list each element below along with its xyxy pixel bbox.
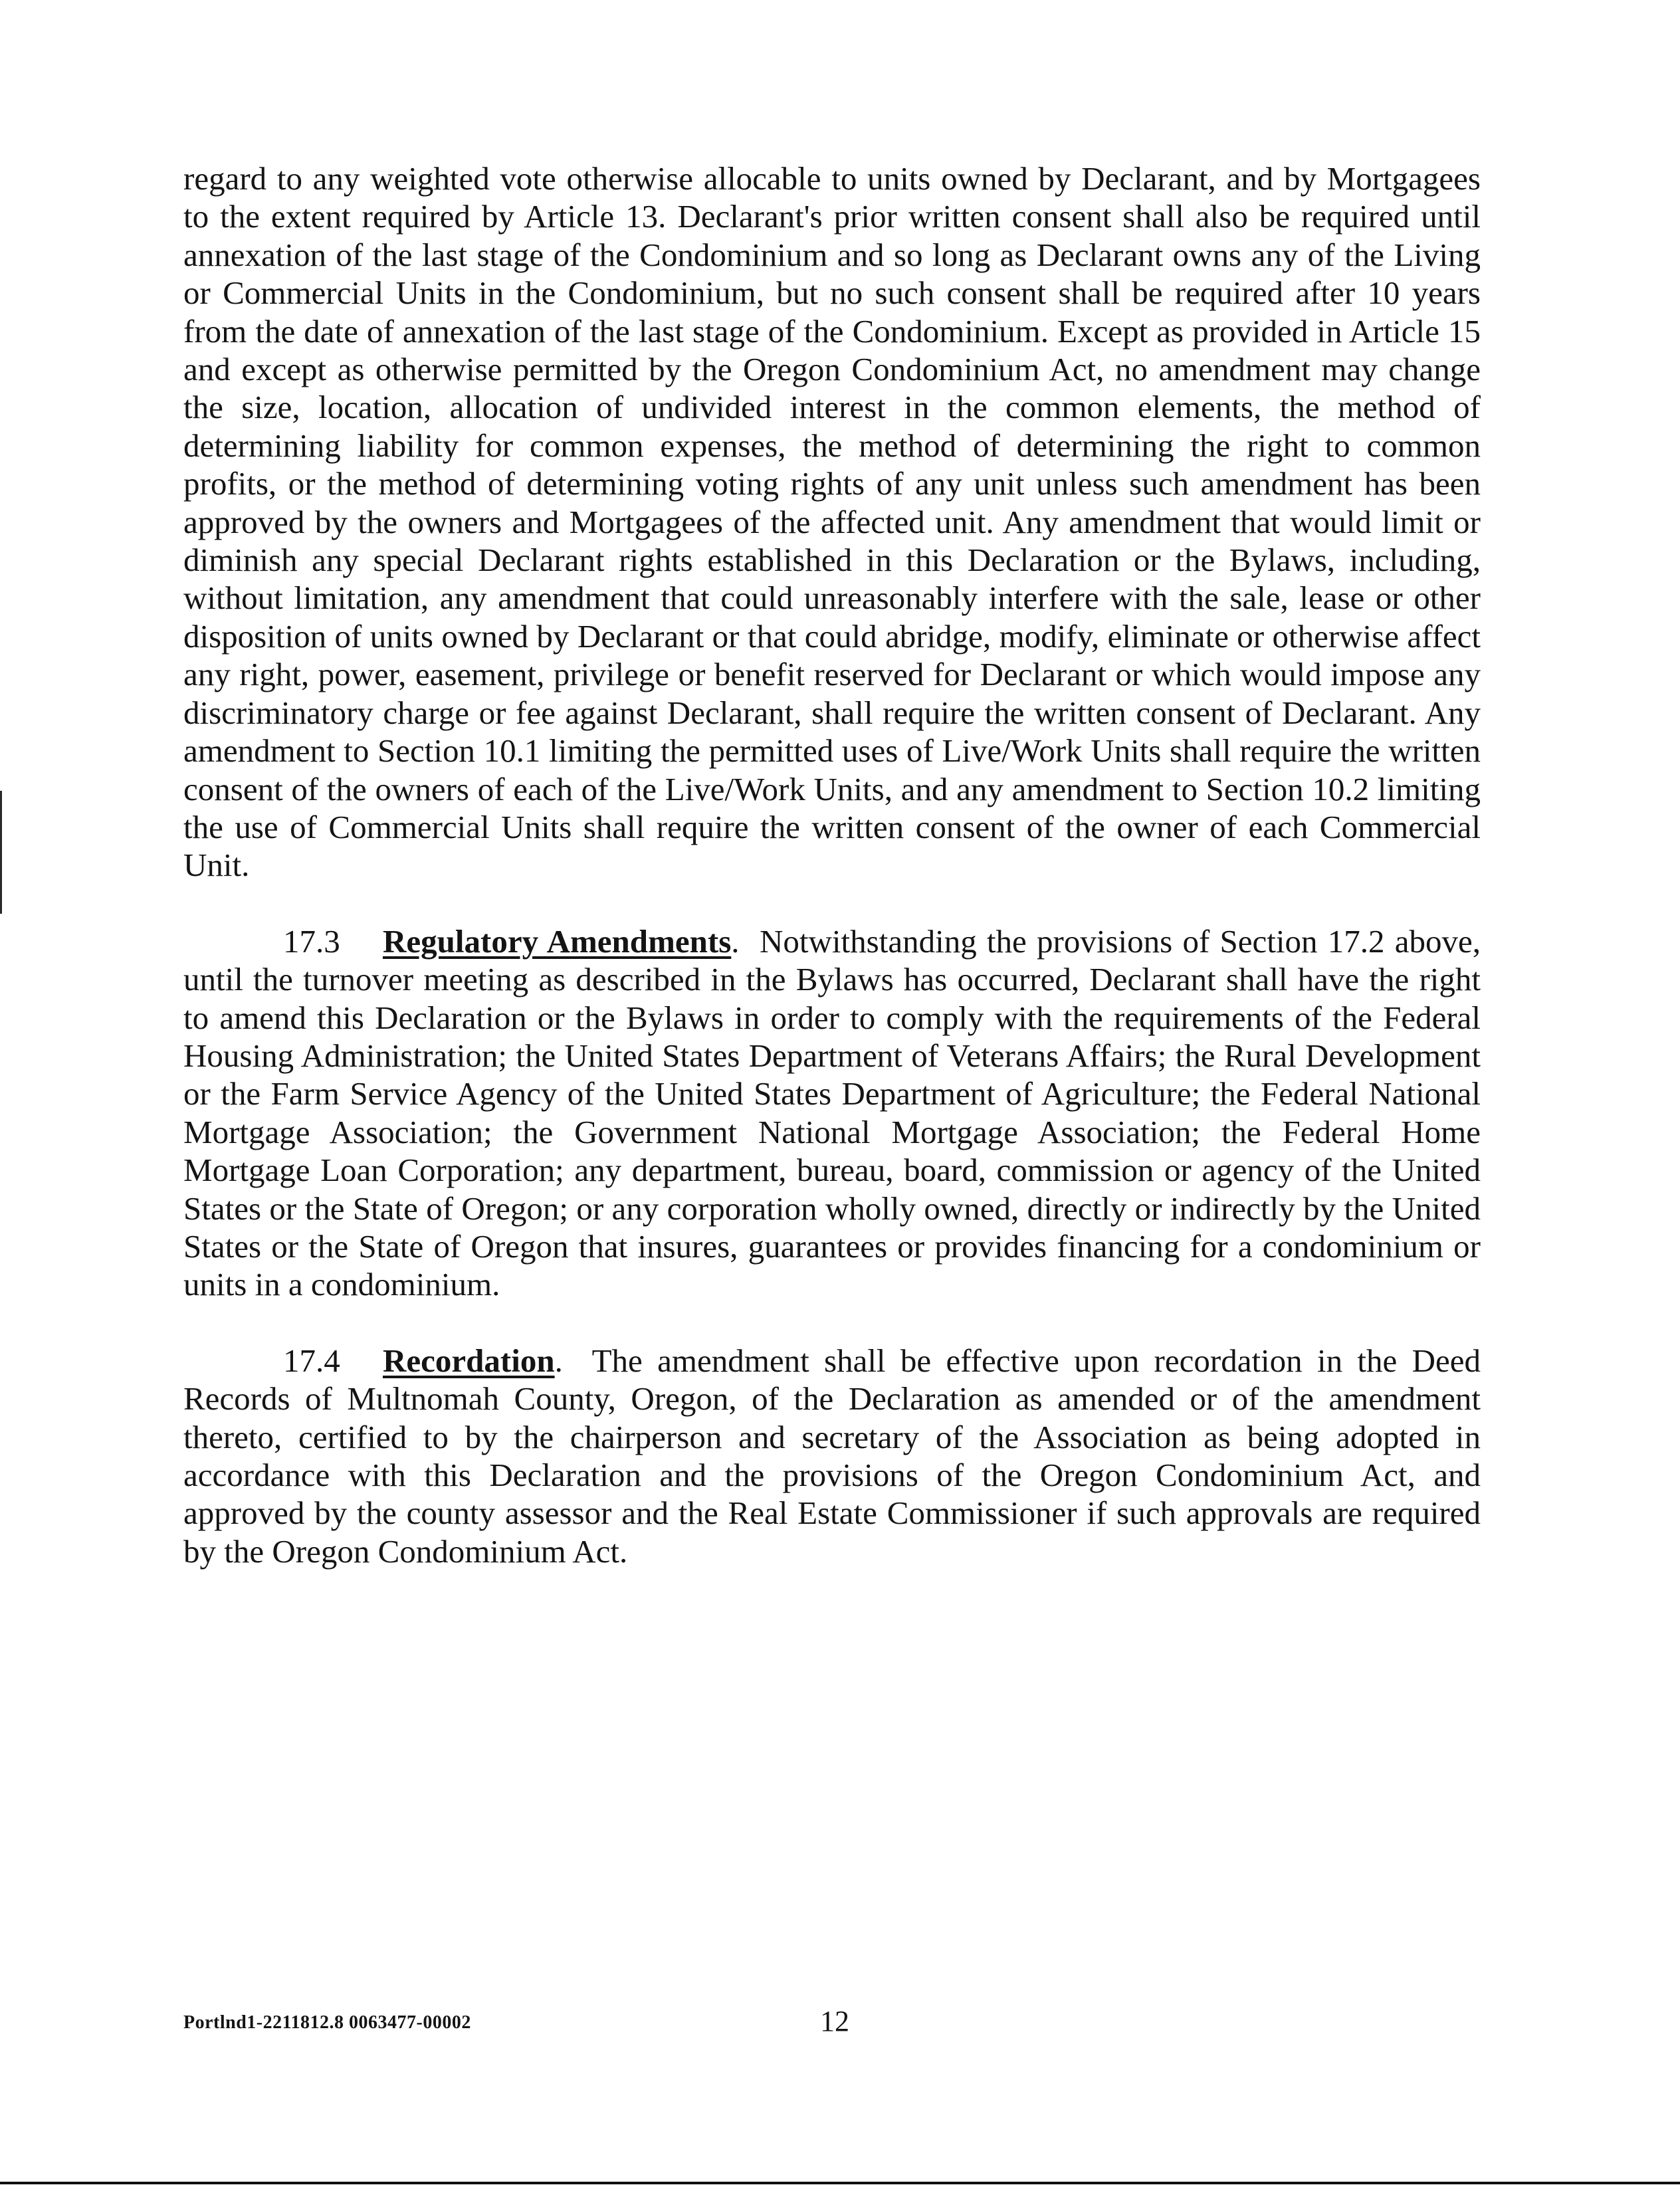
footer-document-id: Portlnd1-2211812.8 0063477-00002 (183, 2012, 471, 2033)
section-heading-punct: . (554, 1342, 563, 1379)
scan-edge-mark (0, 791, 2, 914)
page-number: 12 (820, 2005, 849, 2037)
section-body: Notwithstanding the provisions of Section 17.2 above, until the turnover meeting as described in the Bylaws has occurred, Declarant shall have the right to amend this Declaration or the Bylaws in order to comply with the requirements of the Federal Housing Administration; the United States Department of Veterans Affairs; the Rural Development or the Farm Service Agency of the United States Department of Agriculture; the Federal National Mortgage Association; the Government National Mortgage Association; the Federal Home Mortgage Loan Corporation; any department, bureau, board, commission or agency of the United States or the State of Oregon; or any corporation wholly owned, directly or indirectly by the United States or the State of Oregon that insures, guarantees or provides financing for a condominium or units in a condominium. (183, 922, 1481, 1303)
section-number: 17.3 (283, 922, 340, 960)
section-17-4-paragraph (183, 1342, 1481, 1570)
section-body: The amendment shall be effective upon recordation in the Deed Records of Multnomah County, Oregon, of the Declaration as amended or of the amendment thereto, certified to by the chairperson and secretary of the Association as being adopted in accordance with this Declaration and the provisions of the Oregon Condominium Act, and approved by the county assessor and the Real Estate Commissioner if such approvals are required by the Oregon Condominium Act. (183, 1342, 1481, 1570)
section-heading: Recordation (383, 1342, 555, 1379)
document-body (183, 159, 1481, 1570)
section-heading-punct: . (731, 922, 740, 960)
section-number: 17.4 (283, 1342, 340, 1379)
intro-paragraph: regard to any weighted vote otherwise allocable to units owned by Declarant, and by Mortgagees to the extent required by Article 13. Declarant's prior written consent shall also be required until annexation of the last stage of the Condominium and so long as Declarant owns any of the Living or Commercial Units in the Condominium, but no such consent shall be required after 10 years from the date of annexation of the last stage of the Condominium. Except as provided in Article 15 and except as otherwise permitted by the Oregon Condominium Act, no amendment may change the size, location, allocation of undivided interest in the common elements, the method of determining liability for common expenses, the method of determining the right to common profits, or the method of determining voting rights of any unit unless such amendment has been approved by the owners and Mortgagees of the affected unit. Any amendment that would limit or diminish any special Declarant rights established in this Declaration or the Bylaws, including, without limitation, any amendment that could unreasonably interfere with the sale, lease or other disposition of units owned by Declarant or that could abridge, modify, eliminate or otherwise affect any right, power, easement, privilege or benefit reserved for Declarant or which would impose any discriminatory charge or fee against Declarant, shall require the written consent of Declarant. Any amendment to Section 10.1 limiting the permitted uses of Live/Work Units shall require the written consent of the owners of each of the Live/Work Units, and any amendment to Section 10.2 limiting the use of Commercial Units shall require the written consent of the owner of each Commercial Unit. (183, 160, 1481, 884)
section-17-3-paragraph (183, 922, 1481, 1304)
section-heading: Regulatory Amendments (383, 922, 732, 960)
page-bottom-border (0, 2182, 1680, 2184)
